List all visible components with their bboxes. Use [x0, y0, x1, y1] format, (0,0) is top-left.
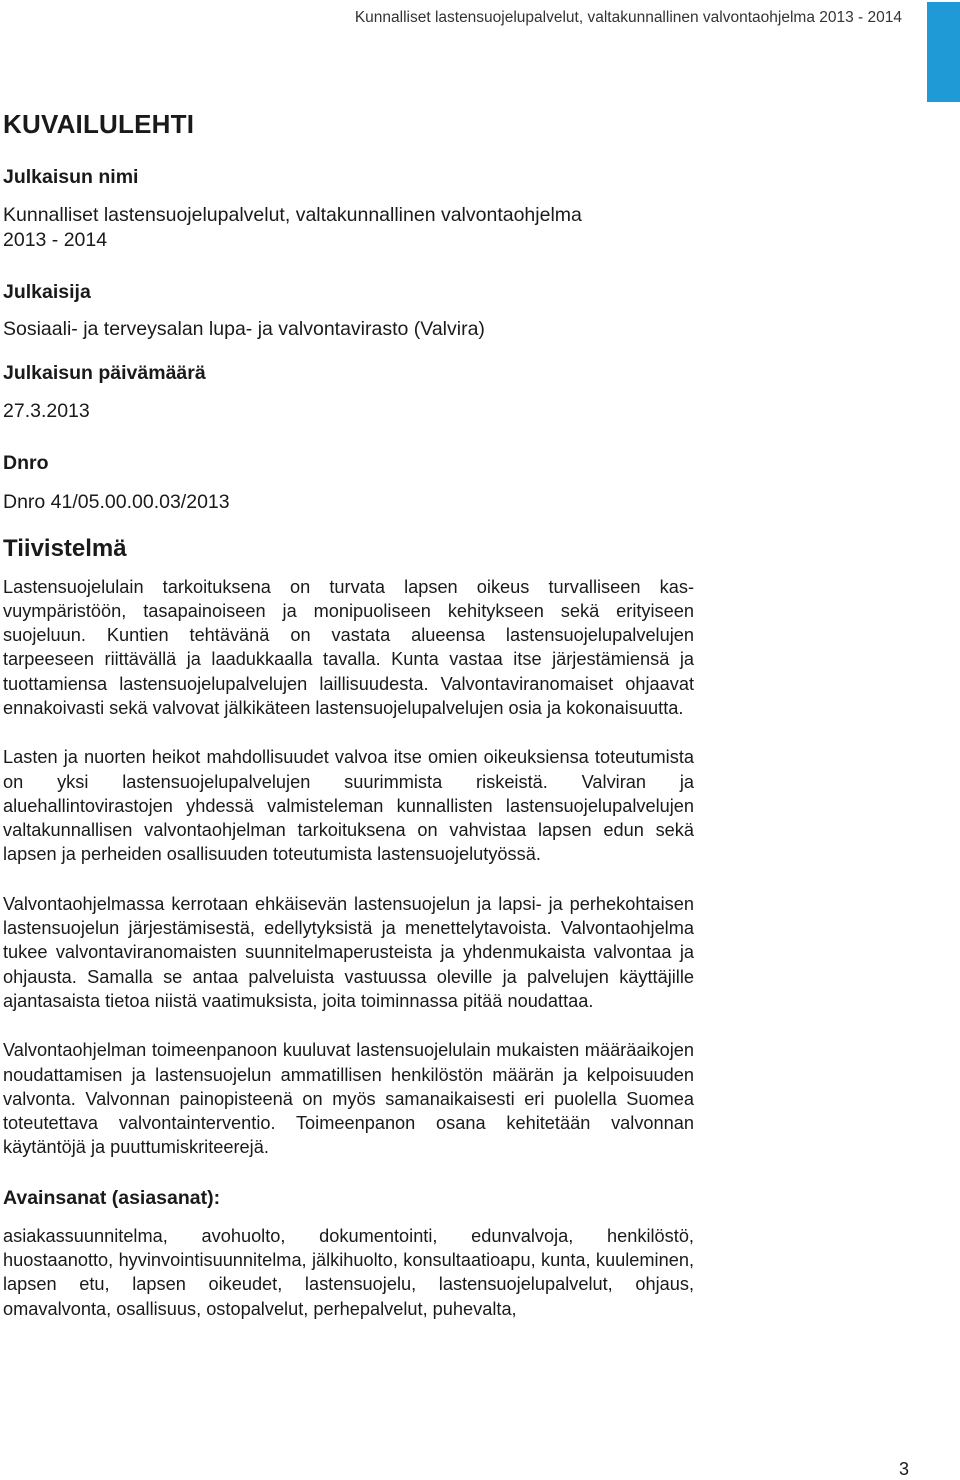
publication-name-line2: 2013 - 2014: [3, 228, 108, 251]
summary-paragraph: Valvontaohjelmassa kerrotaan ehkäisevän lastensuojelun ja lapsi- ja perhekohtaisen lastensuojelun järjestämisestä, edellytyksistä ja menettelytavoista. Valvontaohjelma tukee valvontaviranomaisten suunnitelmaperusteista ja yhdenmukaista valvontaa ja ohjausta. Samalla se antaa palveluista vastuussa oleville ja palvelujen käyttäjille ajantasaista tietoa niistä vaatimuksista, joita toiminnassa pitää noudattaa.: [3, 893, 694, 1011]
keywords-label: Avainsanat (asiasanat):: [3, 1186, 221, 1209]
publisher-value: Sosiaali- ja terveysalan lupa- ja valvontavirasto (Valvira): [3, 318, 485, 340]
summary-paragraph: Lastensuojelulain tarkoituksena on turvata lapsen oikeus turvalliseen kasvuympäristöön, tasapainoiseen ja monipuoliseen kehitykseen sekä erityiseen suojeluun. Kuntien tehtävänä on vastata alueensa lastensuojelupalvelujen tarpeeseen riittävällä ja laadukkaalla tavalla. Kunta vastaa itse järjestämiensä ja tuottamiensa lastensuojelupalvelujen laillisuudesta. Valvontaviranomaiset ohjaavat ennakoivasti sekä valvovat jälkikäteen lastensuojelupalvelujen osia ja kokonaisuutta.: [3, 576, 694, 718]
corner-accent-tab: [927, 2, 960, 102]
summary-paragraph: Lasten ja nuorten heikot mahdollisuudet valvoa itse omien oikeuksiensa toteutumista on yksi lastensuojelupalvelujen suurimmista riskeistä. Valviran ja aluehallintovirastojen yhdessä valmisteleman kunnallisten lastensuojelupalvelujen valtakunnallisen valvontaohjelman tarkoituksena on vahvistaa lapsen edun sekä lapsen ja perheiden osallisuuden toteutumista lastensuojelutyössä.: [3, 747, 694, 865]
publication-name-line1: Kunnalliset lastensuojelupalvelut, valtakunnallinen valvontaohjelma: [3, 204, 582, 226]
dnro-label: Dnro: [3, 452, 49, 474]
date-label: Julkaisun päivämäärä: [3, 361, 206, 384]
running-header: Kunnalliset lastensuojelupalvelut, valtakunnallinen valvontaohjelma 2013 - 2014: [354, 9, 902, 26]
publisher-label: Julkaisija: [3, 281, 91, 303]
document-title: KUVAILULEHTI: [3, 109, 195, 139]
publication-name-label: Julkaisun nimi: [3, 166, 139, 188]
keywords-value: asiakassuunnitelma, avohuolto, dokumentointi, edunvalvoja, henkilöstö, huostaanotto, hyvinvointisuunnitelma, jälkihuolto, konsultaatioapu, kunta, kuuleminen, lapsen etu, lapsen oikeudet, lastensuojelu, lastensuojelupalvelut, ohjaus, omavalvonta, osallisuus, ostopalvelut, perhepalvelut, puhevalta,: [3, 1225, 694, 1319]
date-value: 27.3.2013: [3, 399, 90, 422]
page-number: 3: [898, 1459, 909, 1479]
dnro-value: Dnro 41/05.00.00.03/2013: [3, 491, 230, 513]
summary-paragraph: Valvontaohjelman toimeenpanoon kuuluvat lastensuojelulain mukaisten määräaikojen noudattamisen ja lastensuojelun ammatillisen henkilöstön määrän ja kelpoisuuden valvonta. Valvonnan painopisteenä on myös samanaikaisesti eri puolella Suomea toteutettava valvontainterventio. Toimeenpanon osana kehitetään valvonnan käytäntöjä ja puuttumiskriteerejä.: [3, 1040, 694, 1158]
summary-heading: Tiivistelmä: [3, 534, 127, 562]
document-body: [3, 104, 694, 1321]
